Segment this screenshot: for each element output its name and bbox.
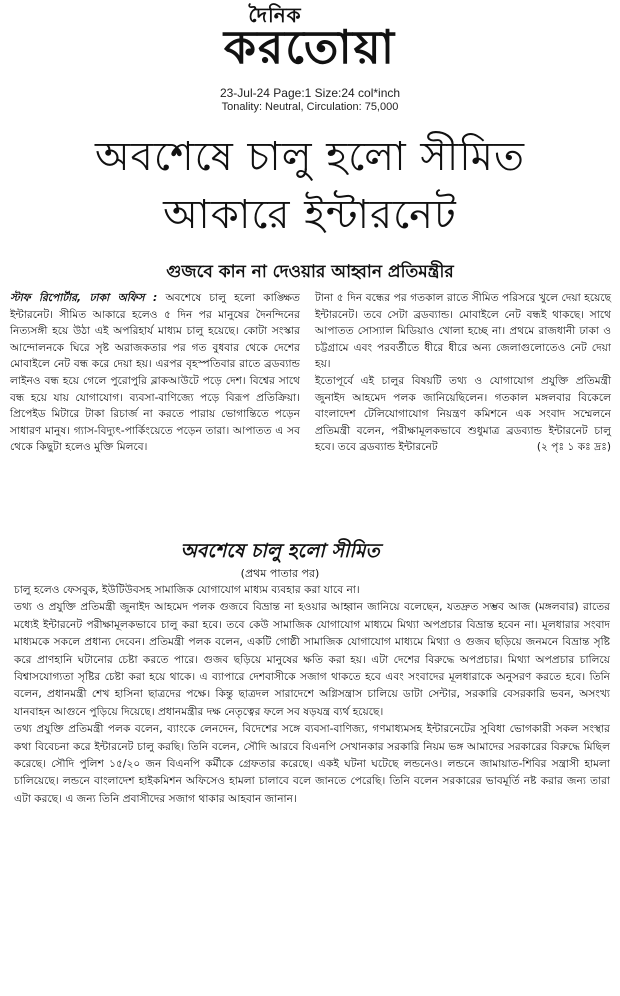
jump-headline: অবশেষে চালু হলো সীমিত xyxy=(180,540,380,562)
masthead-title: করতোয়া xyxy=(223,20,397,74)
newspaper-masthead xyxy=(0,4,620,72)
article-headline xyxy=(0,128,620,244)
right-paragraph-2 xyxy=(315,373,611,456)
clipping-meta-tonality: Tonality: Neutral, Circulation: 75,000 xyxy=(221,101,399,113)
jump-paragraph: চালু হলেও ফেসবুক, ইউটিউবসহ সামাজিক যোগাযোগ মাধ্যম ব্যবহার করা যাবে না। xyxy=(14,584,360,596)
left-body-text: অবশেষে চালু হলো কাঙ্ক্ষিত ইন্টারনেট। সীমিত আকারে হলেও ৫ দিন পর মানুষের দৈনন্দিনের নিত্যসঙ্গী হয়ে উঠা এই অপরিহার্য মাধ্যম চালু হয়েছে। কোটা সংস্কার আন্দোলনকে ঘিরে সৃষ্ট অরাজকতার পর গত বুধবার থেকে দেশের মোবাইলে নেট বন্ধ করে দেয়া হয়। এরপর বৃহস্পতিবার রাতে ব্রডব্যান্ড লাইনও বন্ধ হয়ে গেলে পুরোপুরি ব্লাকআউটে পড়ে দেশ। বিশ্বের সাথে বন্ধ হয়ে যায় যোগাযোগ। ব্যবসা-বাণিজ্যে পড়ে বিরূপ প্রতিক্রিয়া। প্রিপেইড মিটারে টাকা রিচার্জ না করতে পারায় ভোগান্তিতে পড়েন সাধারণ মানুষ। গ্যাস-বিদ্যুৎ-পার্কিংয়েতে পড়েন তারা। আপাতত এ সব থেকে কিছুটা হলেও মুক্তি মিলবে। xyxy=(10,292,300,454)
article-column-left xyxy=(10,290,300,456)
jump-body xyxy=(14,582,610,808)
jump-paragraph: তথ্য প্রযুক্তি প্রতিমন্ত্রী পলক বলেন, ব্যাংকে লেনদেন, বিদেশের সঙ্গে ব্যবসা-বাণিজ্য, গণমাধ্যমসহ ইন্টারনেটের সুবিধা ভোগকারী সকল সংস্থার কথা বিবেচনা করে ইন্টারনেট চালু করছি। তিনি বলেন, সৌদি আরবে বিএনপি সেখানকার সরকারি নিয়ম ভঙ্গ আমাদের সরকারের বিরুদ্ধে মিছিল করেছে। সৌদি পুলিশ ১৫/২০ জন বিএনপি কর্মীকে গ্রেফতার করেছে। একই ঘটনা ঘটেছে লন্ডনেও। লন্ডনে জামায়াত-শিবির সন্ত্রাসী হামলা চালিয়েছে। লন্ডনে বাংলাদেশ হাইকমিশন অফিসেও হামলা চালাবে বলে জানতে পেরেছি। তিনি বলেন সরকারের ভাবমূর্তি নষ্ট করার জন্য তারা এটা করছে। এ জন্য তিনি প্রবাসীদের সজাগ থাকার আহবান জানান। xyxy=(14,723,610,805)
headline-line-2: আকারে ইন্টারনেট xyxy=(163,192,457,238)
headline-line-1: অবশেষে চালু হলো সীমিত xyxy=(95,134,525,180)
jump-subtitle: (প্রথম পাতার পর) xyxy=(240,567,320,580)
right-paragraph-1: টানা ৫ দিন বন্ধের পর গতকাল রাতে সীমিত পরিসরে খুলে দেয়া হয়েছে ইন্টারনেট। তবে সেটা ব্রডব্যান্ড। মোবাইলে নেট বন্ধই থাকছে। সাথে আপাতত সোস্যাল মিডিয়াও খোলা হচ্ছে না। প্রথমে রাজধানী ঢাকা ও চট্টগ্রামে এবং পরবর্তীতে ধীরে ধীরে অন্য জেলাগুলোতেও নেট দেয়া হয়। xyxy=(315,292,611,371)
clipping-meta-date: 23-Jul-24 Page:1 Size:24 col*inch xyxy=(219,86,401,100)
byline: স্টাফ রিপোর্টার, ঢাকা অফিস : xyxy=(10,292,158,304)
article-subheadline: গুজবে কান না দেওয়ার আহ্বান প্রতিমন্ত্রীর xyxy=(166,262,454,282)
article-column-right xyxy=(315,290,611,456)
masthead-small-word: দৈনিক xyxy=(248,3,302,27)
continued-on-marker: (২ পৃঃ ১ কঃ দ্রঃ) xyxy=(536,441,611,454)
right-paragraph-2-text: ইতোপূর্বে এই চালুর বিষয়টি তথ্য ও যোগাযোগ প্রযুক্তি প্রতিমন্ত্রী জুনাইদ আহমেদ পলক জানিয়েছিলেন। গতকাল মঙ্গলবার বিকেলে বাংলাদেশ টেলিযোগাযোগ নিয়ন্ত্রণ কমিশনে এক সংবাদ সম্মেলনে প্রতিমন্ত্রী বলেন, পরীক্ষামূলকভাবে শুধুমাত্র ব্রডব্যান্ড ইন্টারনেট চালু হবে। তবে ব্রডব্যান্ড ইন্টারনেট xyxy=(315,374,611,454)
left-paragraph xyxy=(10,290,300,456)
jump-paragraph: তথ্য ও প্রযুক্তি প্রতিমন্ত্রী জুনাইদ আহমেদ পলক গুজবে বিভ্রান্ত না হওয়ার আহ্বান জানিয়ে বলেছেন, যতদ্রুত সম্ভব আজ (মঙ্গলবার) রাতের মধ্যেই ইন্টারনেট পরীক্ষামূলকভাবে চালু করা হবে। তবে কেউ সামাজিক যোগাযোগ মাধ্যমে মিথ্যা অপপ্রচার বিভ্রান্ত হবেন না। মূলধারার সংবাদ মাধ্যমকে সকলে প্রধান্য দেবেন। প্রতিমন্ত্রী পলক বলেন, একটি গোষ্ঠী সামাজিক যোগাযোগ মাধ্যমে মিথ্যা ও গুজব ছড়িয়ে জনমনে বিভ্রান্ত সৃষ্টি করে প্রাণহানি ঘটানোর চেষ্টা করতে পারে। গুজব ছড়িয়ে মানুষের ক্ষতি করা হয়। এটা দেশের বিরুদ্ধে অপপ্রচার। মিথ্যা অপপ্রচার চালিয়ে বিশ্বাসযোগ্যতা সৃষ্টির চেষ্টা করা হয়ে থাকে। এ ব্যাপারে দেশবাসীকে সজাগ থাকতে হবে এবং সংবাদের মূলধারাকে অনুসরণ করতে হবে। তিনি বলেন, প্রধানমন্ত্রী শেখ হাসিনা ছাত্রদের পক্ষে। কিন্তু ছাত্রদল সারাদেশে অগ্নিসন্ত্রাস চালিয়ে ডাটা সেন্টার, সরকারি বেসরকারি ভবন, অসংখ্য যানবাহন আগুনে পুড়িয়ে দিয়েছে। প্রধানমন্ত্রীর দক্ষ নেতৃত্বের ফলে সব ষড়যন্ত্র ব্যর্থ হয়েছে। xyxy=(14,601,610,718)
